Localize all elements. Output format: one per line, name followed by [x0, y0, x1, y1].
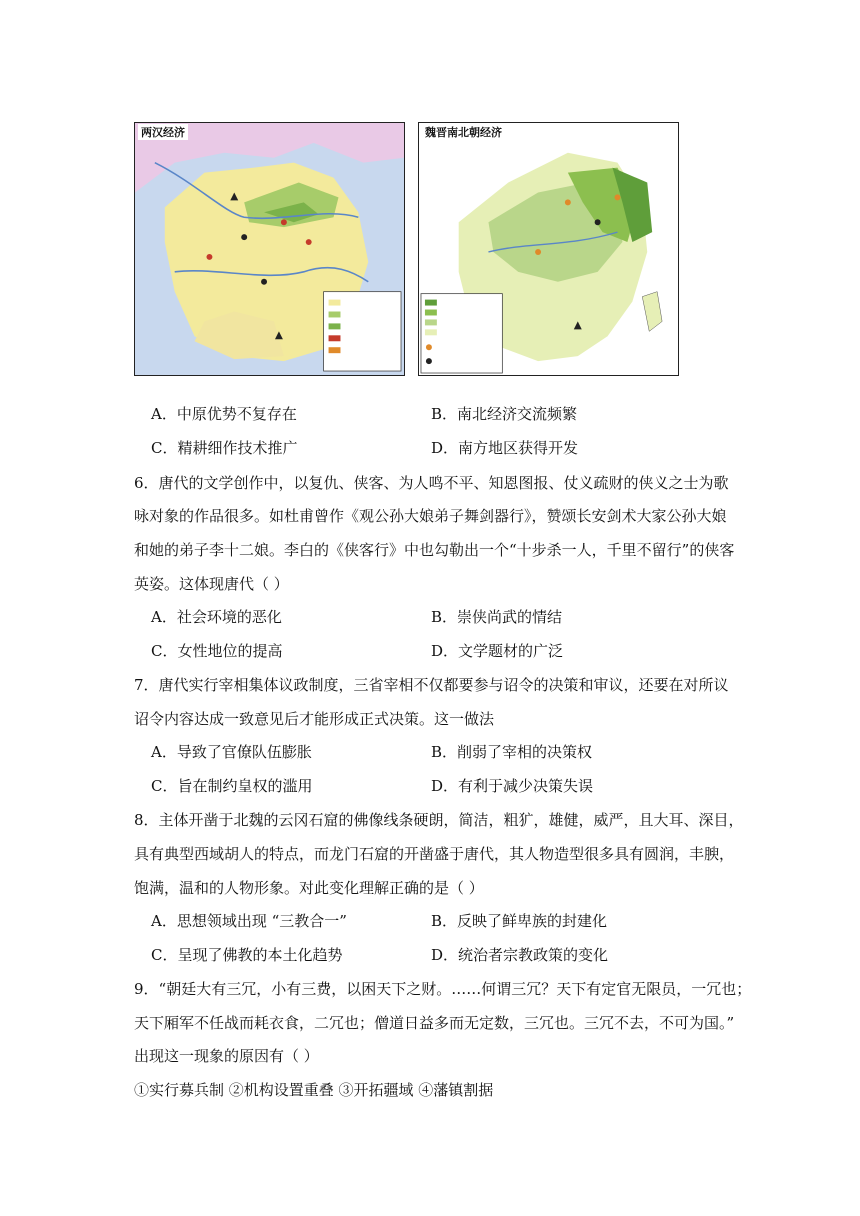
q8-option-b[interactable]: B．反映了鲜卑族的封建化: [431, 912, 608, 930]
q8-option-a[interactable]: A．思想领域出现 “三教合一”: [151, 912, 347, 930]
q5-option-a[interactable]: A．中原优势不复存在: [151, 405, 297, 423]
q5-option-c[interactable]: C．精耕细作技术推广: [151, 439, 298, 457]
left-map-title: 两汉经济: [138, 124, 188, 140]
wei-jin-map-graphic: [419, 123, 678, 375]
han-economy-map: [134, 122, 405, 376]
q6-option-c[interactable]: C．女性地位的提高: [151, 642, 283, 660]
wei-jin-economy-map: [418, 122, 679, 376]
q6-stem-line-3: 和她的弟子李十二娘。李白的《侠客行》中也勾勒出一个“十步杀一人，千里不留行”的侠客: [134, 541, 735, 559]
q7-option-b[interactable]: B．削弱了宰相的决策权: [431, 743, 593, 761]
q9-stem-line-1: 9．“朝廷大有三冗，小有三费，以困天下之财。……何谓三冗？天下有定官无限员，一冗也；: [134, 980, 752, 998]
q6-option-a[interactable]: A．社会环境的恶化: [151, 608, 282, 626]
q7-option-d[interactable]: D．有利于减少决策失误: [431, 777, 594, 795]
q5-option-d[interactable]: D．南方地区获得开发: [431, 439, 579, 457]
han-map-graphic: [135, 123, 404, 375]
q8-option-d[interactable]: D．统治者宗教政策的变化: [431, 946, 609, 964]
q7-stem-line-2: 诏令内容达成一致意见后才能形成正式决策。这一做法: [134, 710, 495, 728]
q8-stem-line-2: 具有典型西域胡人的特点，而龙门石窟的开凿盛于唐代，其人物造型很多具有圆润，丰腴，: [134, 845, 735, 863]
q6-stem-line-2: 咏对象的作品很多。如杜甫曾作《观公孙大娘弟子舞剑器行》，赞颂长安剑术大家公孙大娘: [134, 507, 727, 525]
q6-stem-line-4: 英姿。这体现唐代（ ）: [134, 575, 289, 593]
q7-option-c[interactable]: C．旨在制约皇权的滥用: [151, 777, 313, 795]
q9-stem-line-2: 天下厢军不任战而耗衣食，二冗也；僧道日益多而无定数，三冗也。三冗不去，不可为国。”: [134, 1014, 735, 1032]
map-figures: [134, 122, 679, 378]
q9-choices-line: ①实行募兵制 ②机构设置重叠 ③开拓疆域 ④藩镇割据: [134, 1081, 494, 1099]
q6-stem-line-1: 6．唐代的文学创作中，以复仇、侠客、为人鸣不平、知恩图报、仗义疏财的侠义之士为歌: [134, 474, 729, 492]
q6-option-d[interactable]: D．文学题材的广泛: [431, 642, 564, 660]
q5-option-b[interactable]: B．南北经济交流频繁: [431, 405, 578, 423]
q7-stem-line-1: 7．唐代实行宰相集体议政制度，三省宰相不仅都要参与诏令的决策和审议，还要在对所议: [134, 676, 729, 694]
q8-option-c[interactable]: C．呈现了佛教的本土化趋势: [151, 946, 343, 964]
right-map-title: 魏晋南北朝经济: [422, 124, 505, 140]
q8-stem-line-3: 饱满，温和的人物形象。对此变化理解正确的是（ ）: [134, 879, 484, 897]
q7-option-a[interactable]: A．导致了官僚队伍膨胀: [151, 743, 312, 761]
q8-stem-line-1: 8．主体开凿于北魏的云冈石窟的佛像线条硬朗，简洁，粗犷，雄健，威严，且大耳、深目，: [134, 811, 744, 829]
q9-stem-line-3: 出现这一现象的原因有（ ）: [134, 1047, 319, 1065]
q6-option-b[interactable]: B．崇侠尚武的情结: [431, 608, 563, 626]
